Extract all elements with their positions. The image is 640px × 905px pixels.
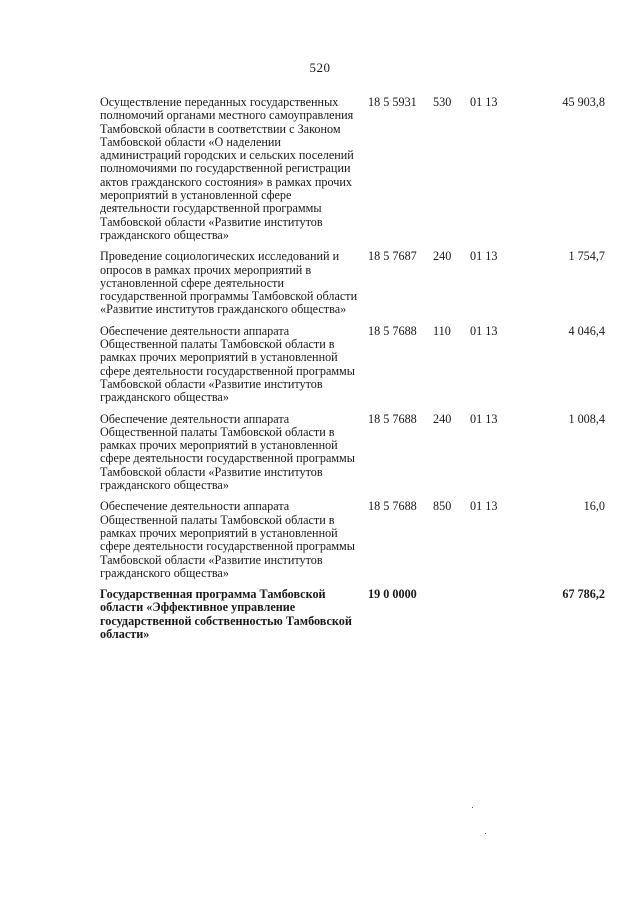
row-amount: 1 008,4 bbox=[568, 411, 605, 426]
row-expense-type: 530 bbox=[433, 95, 452, 109]
page-number: 520 bbox=[309, 60, 331, 75]
row-target-code: 18 5 5931 bbox=[368, 95, 417, 109]
scan-speck bbox=[485, 833, 486, 834]
row-name: Обеспечение деятельности аппарата Общественной палаты Тамбовской области в рамках прочих мероприятий в установленной сфере деятельности государственной программы Тамбовской области «Развитие институтов гражданского общества» bbox=[100, 323, 355, 405]
row-name: Проведение социологических исследований и опросов в рамках прочих мероприятий в установленной сфере деятельности государственной программы Тамбовской области «Развитие институтов гражданского общества» bbox=[100, 249, 358, 317]
row-expense-type: 110 bbox=[433, 323, 451, 338]
row-name: Государственная программа Тамбовской области «Эффективное управление государственной собственностью Тамбовской области» bbox=[100, 587, 352, 641]
row-amount: 1 754,7 bbox=[568, 249, 605, 264]
row-target-code: 18 5 7688 bbox=[368, 499, 417, 514]
row-target-code: 19 0 0000 bbox=[368, 587, 417, 602]
row-section-code: 01 13 bbox=[470, 411, 498, 426]
row-expense-type: 850 bbox=[433, 499, 452, 514]
row-amount: 16,0 bbox=[583, 499, 605, 514]
row-target-code: 18 5 7687 bbox=[368, 249, 417, 264]
row-amount: 4 046,4 bbox=[568, 323, 605, 338]
row-target-code: 18 5 7688 bbox=[368, 323, 417, 338]
row-amount: 45 903,8 bbox=[562, 95, 605, 109]
budget-table bbox=[100, 96, 605, 649]
table-row bbox=[100, 250, 605, 316]
table-row bbox=[100, 96, 605, 242]
scan-speck bbox=[472, 807, 473, 808]
row-expense-type: 240 bbox=[433, 411, 452, 426]
row-section-code: 01 13 bbox=[470, 499, 498, 514]
row-section-code: 01 13 bbox=[470, 95, 498, 109]
row-section-code: 01 13 bbox=[470, 249, 498, 264]
row-expense-type: 240 bbox=[433, 249, 452, 264]
table-row bbox=[100, 413, 605, 493]
row-name: Осуществление переданных государственных полномочий органами местного самоуправления Тамбовской области в соответствии с Законом Тамбовской области «О наделении администраций городских и сельских поселений полномочиями по государственной регистрации актов гражданского состояния» в рамках прочих мероприятий в установленной сфере деятельности государственной программы Тамбовской области «Развитие институтов гражданского общества» bbox=[100, 95, 354, 242]
row-target-code: 18 5 7688 bbox=[368, 411, 417, 426]
table-row-program-total bbox=[100, 588, 605, 641]
row-name: Обеспечение деятельности аппарата Общественной палаты Тамбовской области в рамках прочих мероприятий в установленной сфере деятельности государственной программы Тамбовской области «Развитие институтов гражданского общества» bbox=[100, 499, 355, 580]
row-amount: 67 786,2 bbox=[562, 587, 605, 602]
table-row bbox=[100, 500, 605, 580]
row-section-code: 01 13 bbox=[470, 323, 498, 338]
table-row bbox=[100, 325, 605, 405]
row-name: Обеспечение деятельности аппарата Общественной палаты Тамбовской области в рамках прочих мероприятий в установленной сфере деятельности государственной программы Тамбовской области «Развитие институтов гражданского общества» bbox=[100, 411, 355, 493]
